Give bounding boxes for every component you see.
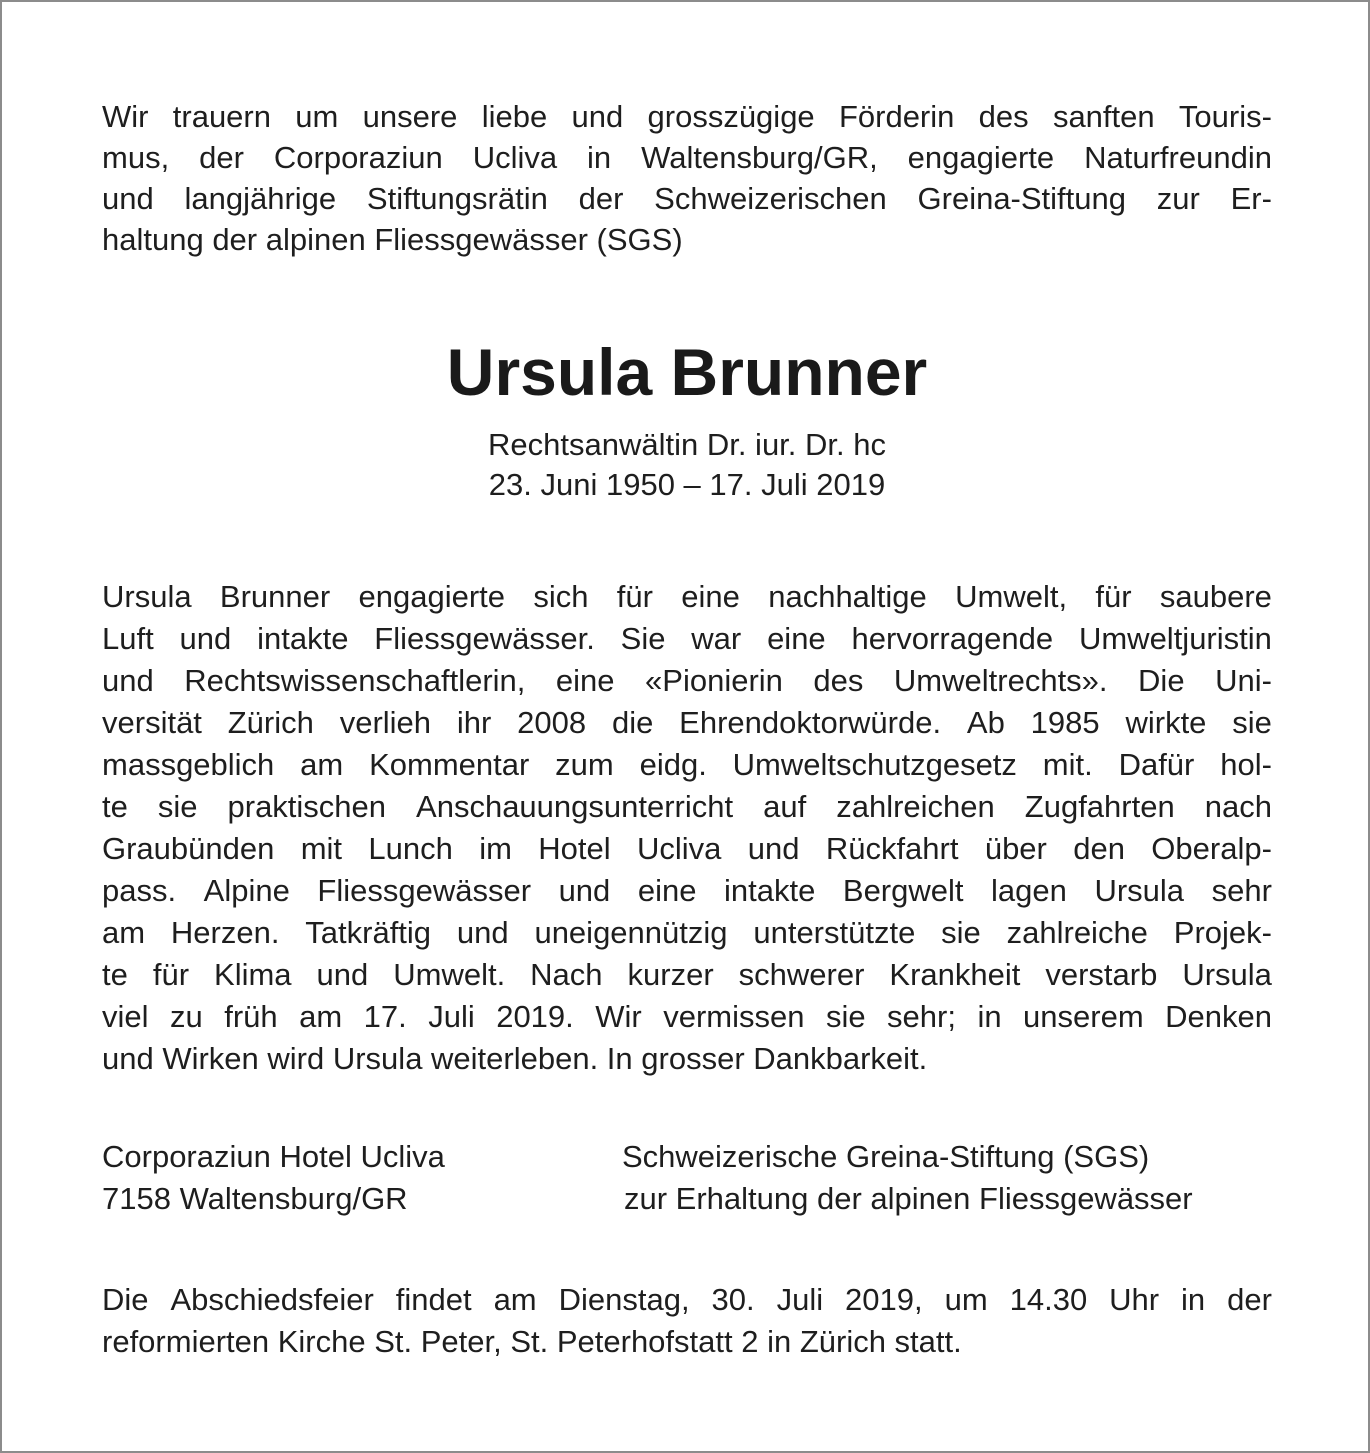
word: viel <box>102 999 149 1034</box>
word: Lunch <box>368 831 453 866</box>
word: Uhr <box>1109 1282 1160 1317</box>
word: Alpine <box>203 873 290 908</box>
word: Zürich <box>227 705 314 740</box>
word: am <box>300 747 344 782</box>
ceremony-line: reformierten Kirche St. Peter, St. Peterhofstatt 2 in Zürich statt. <box>102 1324 962 1359</box>
word: Brunner <box>219 579 331 614</box>
word: mit. <box>1042 747 1093 782</box>
word: intakte <box>257 621 349 656</box>
word: Waltensburg/GR, <box>641 140 878 175</box>
word: Bergwelt <box>842 873 964 908</box>
word: Ehrendoktorwürde. <box>679 705 942 740</box>
word: ihr <box>456 705 492 740</box>
word: Umweltrechts». <box>893 663 1108 698</box>
word: und <box>571 99 624 134</box>
word: unsere <box>362 99 458 134</box>
word: te <box>102 957 128 992</box>
word: intakte <box>724 873 816 908</box>
word: Anschauungsunterricht <box>416 789 734 824</box>
deceased-dates: 23. Juni 1950 – 17. Juli 2019 <box>488 467 886 502</box>
word: und <box>102 663 154 698</box>
word: zu <box>169 999 203 1034</box>
tribute-line <box>102 660 1272 701</box>
tribute-line <box>102 996 1272 1037</box>
word: hol- <box>1220 747 1272 782</box>
word: 2008 <box>517 705 587 740</box>
word: früh <box>224 999 278 1034</box>
word: sie <box>941 915 981 950</box>
word: grosszügige <box>647 99 815 134</box>
word: Umwelt. <box>393 957 506 992</box>
word: Abschiedsfeier <box>170 1282 374 1317</box>
word: unserem <box>1023 999 1144 1034</box>
word: engagierte <box>358 579 506 614</box>
tribute-line <box>102 618 1272 659</box>
word: eine <box>767 621 826 656</box>
word: versität <box>102 705 202 740</box>
word: Sie <box>620 621 666 656</box>
word: Fliessgewässer. <box>374 621 595 656</box>
signatory-left-address: 7158 Waltensburg/GR <box>102 1181 408 1216</box>
word: nachhaltige <box>768 579 927 614</box>
ceremony-line <box>102 1279 1272 1320</box>
word: pass. <box>102 873 177 908</box>
word: im <box>479 831 512 866</box>
word: schwerer <box>738 957 865 992</box>
word: sehr <box>1211 873 1272 908</box>
word: sich <box>533 579 589 614</box>
tribute-line <box>102 786 1272 827</box>
word: der <box>199 140 244 175</box>
word: der <box>578 181 624 216</box>
word: zahlreichen <box>836 789 995 824</box>
word: Projek- <box>1173 915 1272 950</box>
intro-line <box>102 178 1272 219</box>
word: praktischen <box>227 789 387 824</box>
word: lagen <box>991 873 1067 908</box>
word: trauern <box>172 99 271 134</box>
word: zahlreiche <box>1006 915 1148 950</box>
word: Nach <box>530 957 603 992</box>
word: eine <box>555 663 615 698</box>
deceased-name: Ursula Brunner <box>446 335 928 409</box>
word: Ucliva <box>472 140 558 175</box>
word: Herzen. <box>170 915 280 950</box>
intro-line <box>102 96 1272 137</box>
word: Uni- <box>1215 663 1272 698</box>
word: Luft <box>102 621 154 656</box>
word: in <box>587 140 612 175</box>
word: für <box>616 579 653 614</box>
word: des <box>813 663 864 698</box>
word: Hotel <box>538 831 611 866</box>
word: eine <box>637 873 697 908</box>
word: engagierte <box>907 140 1055 175</box>
word: für <box>152 957 190 992</box>
tribute-line <box>102 912 1272 953</box>
word: Förderin <box>838 99 955 134</box>
word: Klima <box>214 957 292 992</box>
word: zum <box>555 747 614 782</box>
signatory-right-name: Schweizerische Greina-Stiftung (SGS) <box>622 1139 1150 1174</box>
word: des <box>978 99 1029 134</box>
word: sie <box>157 789 198 824</box>
word: vermissen <box>663 999 805 1034</box>
word: Dafür <box>1118 747 1195 782</box>
word: massgeblich <box>102 747 275 782</box>
word: 2019, <box>845 1282 923 1317</box>
word: war <box>691 621 742 656</box>
word: Touris- <box>1178 99 1272 134</box>
intro-line: haltung der alpinen Fliessgewässer (SGS) <box>102 222 683 257</box>
word: findet <box>395 1282 472 1317</box>
word: kurzer <box>627 957 714 992</box>
tribute-line: und Wirken wird Ursula weiterleben. In grosser Dankbarkeit. <box>102 1041 928 1076</box>
word: Dienstag, <box>558 1282 690 1317</box>
word: Greina-Stiftung <box>917 181 1127 216</box>
word: Stiftungsrätin <box>366 181 548 216</box>
word: Corporaziun <box>273 140 443 175</box>
word: Schweizerischen <box>654 181 887 216</box>
word: auf <box>763 789 807 824</box>
word: mit <box>300 831 343 866</box>
tribute-line <box>102 744 1272 785</box>
word: nach <box>1204 789 1272 824</box>
word: 1985 <box>1030 705 1100 740</box>
signatory-left-name: Corporaziun Hotel Ucliva <box>102 1139 445 1174</box>
word: Ucliva <box>636 831 722 866</box>
word: am <box>299 999 343 1034</box>
word: «Pionierin <box>645 663 783 698</box>
word: in <box>977 999 1002 1034</box>
word: am <box>493 1282 537 1317</box>
tribute-line <box>102 702 1272 743</box>
word: Ursula <box>1182 957 1272 992</box>
word: und <box>179 621 232 656</box>
word: Naturfreundin <box>1084 140 1272 175</box>
word: zur <box>1156 181 1200 216</box>
word: verlieh <box>339 705 432 740</box>
word: Krankheit <box>889 957 1021 992</box>
word: für <box>1095 579 1132 614</box>
word: te <box>102 789 128 824</box>
word: 2019. <box>496 999 574 1034</box>
word: und <box>747 831 800 866</box>
word: 17. <box>363 999 407 1034</box>
word: Graubünden <box>102 831 275 866</box>
word: Kommentar <box>369 747 530 782</box>
tribute-line <box>102 576 1272 617</box>
word: Wir <box>595 999 642 1034</box>
word: Juli <box>428 999 475 1034</box>
word: den <box>1073 831 1125 866</box>
word: langjährige <box>184 181 337 216</box>
word: sanften <box>1052 99 1155 134</box>
word: unterstützte <box>753 915 916 950</box>
tribute-line <box>102 870 1272 911</box>
intro-line <box>102 137 1272 178</box>
word: der <box>1227 1282 1272 1317</box>
word: wirkte <box>1125 705 1207 740</box>
word: Ursula <box>1094 873 1185 908</box>
word: uneigennützig <box>534 915 728 950</box>
word: Umweltschutzgesetz <box>732 747 1017 782</box>
word: Oberalp- <box>1151 831 1272 866</box>
signatory-right-purpose: zur Erhaltung der alpinen Fliessgewässer <box>624 1181 1193 1216</box>
word: und <box>456 915 509 950</box>
word: Die <box>102 1282 149 1317</box>
word: saubere <box>1159 579 1272 614</box>
word: in <box>1181 1282 1206 1317</box>
word: 30. <box>711 1282 755 1317</box>
word: mus, <box>102 140 170 175</box>
word: hervorragende <box>851 621 1054 656</box>
word: Umwelt, <box>955 579 1068 614</box>
word: Denken <box>1165 999 1272 1034</box>
word: Zugfahrten <box>1024 789 1175 824</box>
word: und <box>102 181 154 216</box>
word: liebe <box>481 99 548 134</box>
word: Rückfahrt <box>825 831 959 866</box>
word: über <box>984 831 1047 866</box>
word: um <box>295 99 339 134</box>
tribute-line <box>102 828 1272 869</box>
word: Tatkräftig <box>305 915 432 950</box>
deceased-profession: Rechtsanwältin Dr. iur. Dr. hc <box>488 427 886 462</box>
word: am <box>102 915 146 950</box>
word: Er- <box>1230 181 1272 216</box>
word: Juli <box>776 1282 824 1317</box>
word: Ab <box>966 705 1005 740</box>
word: sie <box>1232 705 1272 740</box>
word: und <box>316 957 369 992</box>
word: 14.30 <box>1009 1282 1088 1317</box>
word: und <box>558 873 611 908</box>
word: sie <box>825 999 866 1034</box>
word: sehr; <box>887 999 956 1034</box>
word: Rechtswissenschaftlerin, <box>184 663 526 698</box>
word: Ursula <box>102 579 192 614</box>
word: um <box>944 1282 988 1317</box>
word: die <box>611 705 654 740</box>
word: eidg. <box>639 747 707 782</box>
word: Die <box>1138 663 1185 698</box>
word: Umweltjuristin <box>1078 621 1272 656</box>
word: Wir <box>102 99 149 134</box>
word: eine <box>681 579 740 614</box>
word: Fliessgewässer <box>317 873 532 908</box>
tribute-line <box>102 954 1272 995</box>
word: verstarb <box>1045 957 1158 992</box>
